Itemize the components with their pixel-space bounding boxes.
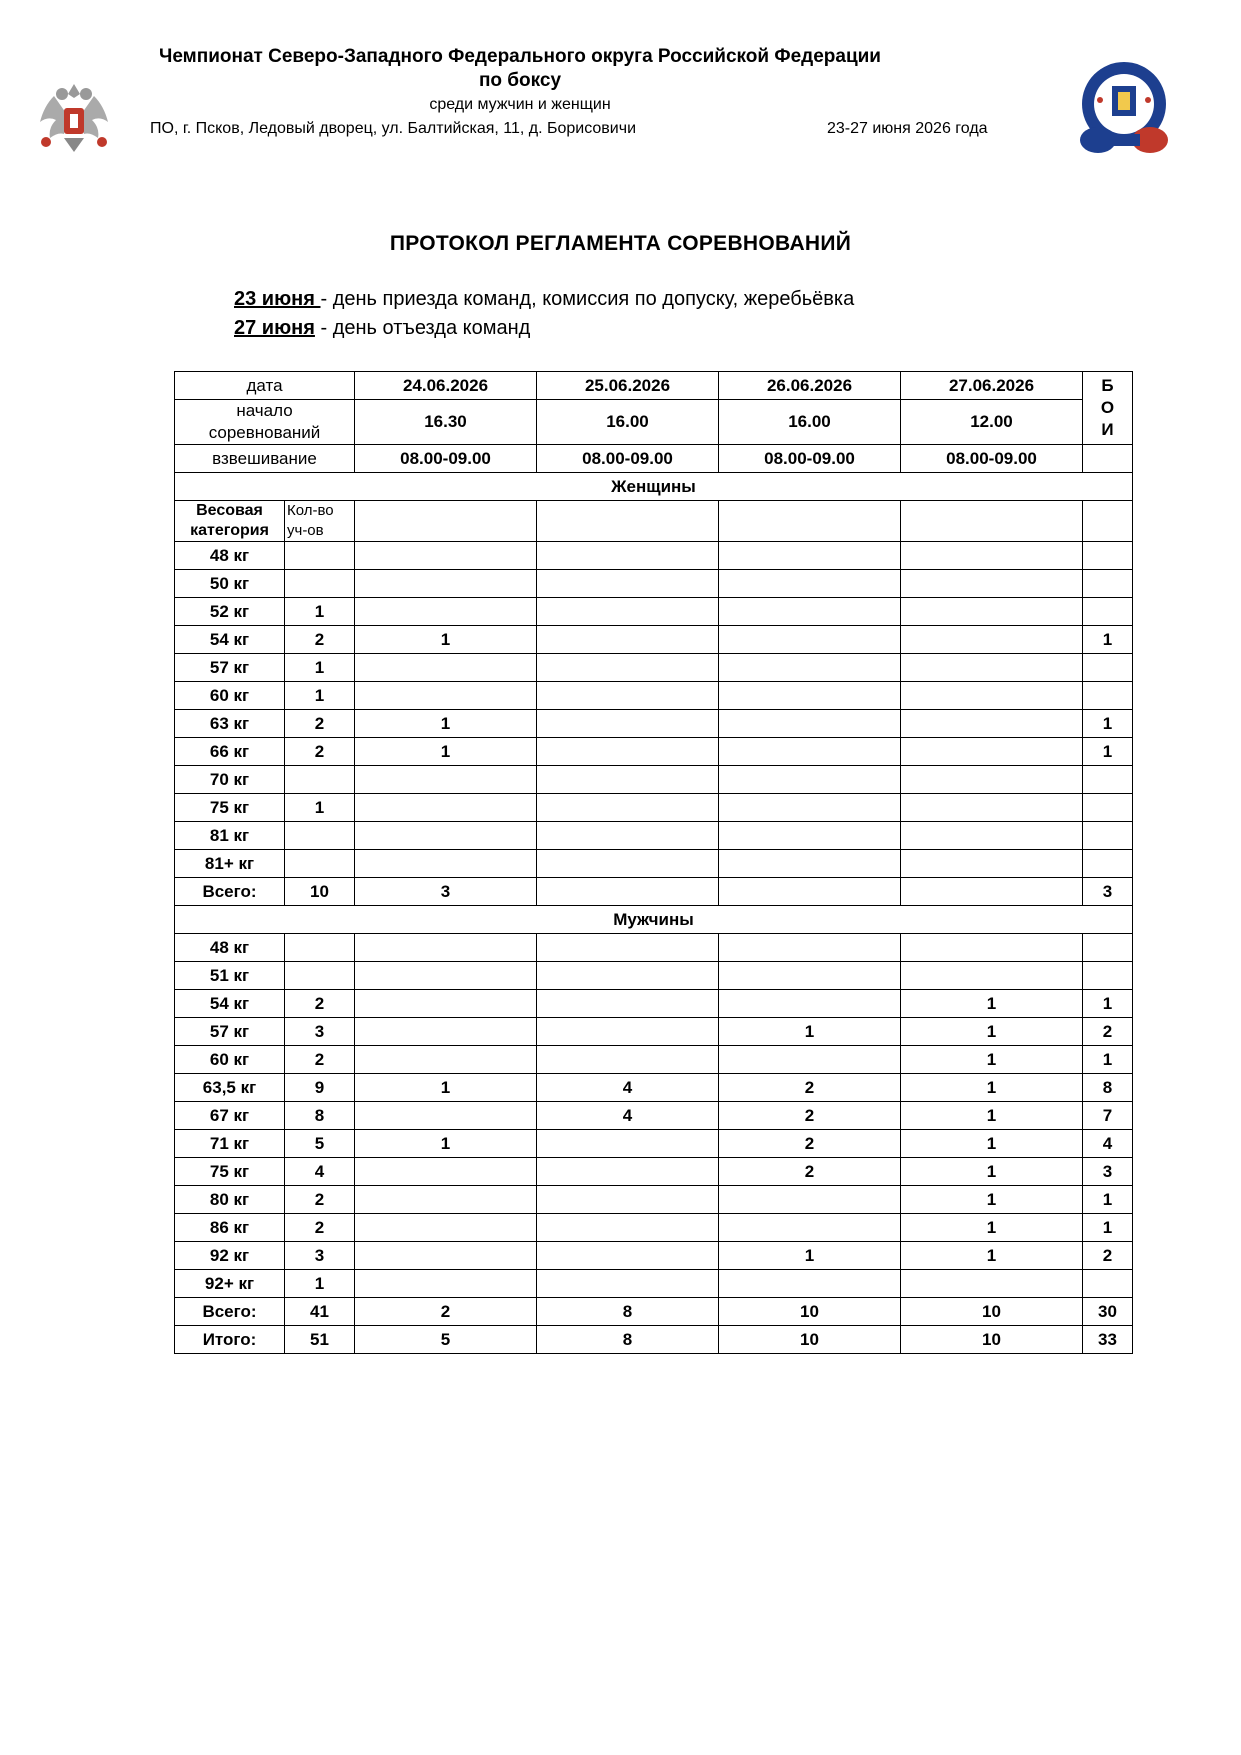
women-weight-row xyxy=(175,682,1133,710)
day-bouts-cell xyxy=(537,542,719,570)
women-weight-row xyxy=(175,850,1133,878)
weight-category-cell: 67 кг xyxy=(175,1102,285,1130)
bouts-total-cell: 30 xyxy=(1083,1298,1133,1326)
day-bouts-cell xyxy=(355,1046,537,1074)
day-bouts-cell xyxy=(355,1214,537,1242)
day-bouts-cell xyxy=(901,850,1083,878)
day-weigh: 08.00-09.00 xyxy=(901,445,1083,473)
total-bouts-cell: 1 xyxy=(1083,1186,1133,1214)
day-bouts-cell: 1 xyxy=(719,1242,901,1270)
weight-category-cell: 57 кг xyxy=(175,654,285,682)
day-bouts-cell xyxy=(355,542,537,570)
grand-total-row xyxy=(175,1326,1133,1354)
participant-count-cell xyxy=(285,850,355,878)
day-bouts-cell xyxy=(901,738,1083,766)
total-bouts-cell: 1 xyxy=(1083,1046,1133,1074)
day-bouts-cell xyxy=(355,1242,537,1270)
men-weight-row xyxy=(175,1214,1133,1242)
day-bouts-cell: 1 xyxy=(901,1074,1083,1102)
day-start: 16.30 xyxy=(355,400,537,445)
header-subtitle: по боксу xyxy=(478,70,562,91)
women-section-row xyxy=(175,473,1133,501)
day-bouts-cell xyxy=(355,1186,537,1214)
date-label: дата xyxy=(175,372,355,400)
men-weight-row xyxy=(175,1130,1133,1158)
day-bouts-cell xyxy=(901,598,1083,626)
weight-category-cell: 54 кг xyxy=(175,626,285,654)
day-date: 24.06.2026 xyxy=(355,372,537,400)
day-bouts-cell xyxy=(355,682,537,710)
total-bouts-cell xyxy=(1083,766,1133,794)
participant-count-cell xyxy=(285,542,355,570)
day-bouts-cell xyxy=(537,962,719,990)
participant-count-cell: 2 xyxy=(285,1046,355,1074)
weight-category-cell: 54 кг xyxy=(175,990,285,1018)
empty-cell xyxy=(719,501,901,542)
women-weight-row xyxy=(175,822,1133,850)
day-bouts-cell: 1 xyxy=(901,1186,1083,1214)
women-weight-row xyxy=(175,570,1133,598)
weight-category-cell: 81 кг xyxy=(175,822,285,850)
day-total-cell: 10 xyxy=(901,1326,1083,1354)
day-total-cell: 5 xyxy=(355,1326,537,1354)
day-bouts-cell xyxy=(537,654,719,682)
day-bouts-cell xyxy=(537,850,719,878)
schedule-table-body xyxy=(175,372,1133,1354)
participant-count-cell: 2 xyxy=(285,710,355,738)
day-bouts-cell: 1 xyxy=(719,1018,901,1046)
day-bouts-cell: 4 xyxy=(537,1074,719,1102)
day-bouts-cell xyxy=(537,1158,719,1186)
day-start: 16.00 xyxy=(719,400,901,445)
header-category: среди мужчин и женщин xyxy=(429,96,611,113)
day-total-cell: 2 xyxy=(355,1298,537,1326)
day-bouts-cell xyxy=(719,710,901,738)
day-date: 27.06.2026 xyxy=(901,372,1083,400)
day-bouts-cell: 1 xyxy=(901,1102,1083,1130)
day-weigh: 08.00-09.00 xyxy=(719,445,901,473)
day-total-cell: 8 xyxy=(537,1298,719,1326)
day-bouts-cell: 1 xyxy=(355,1074,537,1102)
day-bouts-cell xyxy=(901,962,1083,990)
day-total-cell xyxy=(719,878,901,906)
men-weight-row xyxy=(175,1242,1133,1270)
day-bouts-cell: 1 xyxy=(901,1018,1083,1046)
day-bouts-cell xyxy=(719,990,901,1018)
weight-category-cell: 92+ кг xyxy=(175,1270,285,1298)
day-bouts-cell: 1 xyxy=(355,710,537,738)
participant-count-cell xyxy=(285,570,355,598)
day-bouts-cell xyxy=(355,822,537,850)
day-bouts-cell xyxy=(719,1186,901,1214)
men-weight-row xyxy=(175,1046,1133,1074)
day-bouts-cell xyxy=(537,1270,719,1298)
day-bouts-cell xyxy=(719,598,901,626)
day-date: 26.06.2026 xyxy=(719,372,901,400)
empty-cell xyxy=(537,501,719,542)
day-start: 16.00 xyxy=(537,400,719,445)
day-total-cell: 8 xyxy=(537,1326,719,1354)
header-title: Чемпионат Северо-Западного Федерального округа Российской Федерации xyxy=(159,46,881,67)
day-bouts-cell xyxy=(537,934,719,962)
boi-letter: Б xyxy=(1101,376,1114,395)
day-total-cell: 10 xyxy=(719,1298,901,1326)
total-label-cell: Итого: xyxy=(175,1326,285,1354)
day-bouts-cell xyxy=(901,654,1083,682)
day-bouts-cell xyxy=(537,598,719,626)
participant-count-cell: 2 xyxy=(285,990,355,1018)
day-bouts-cell xyxy=(355,654,537,682)
total-bouts-cell xyxy=(1083,682,1133,710)
day-bouts-cell xyxy=(719,738,901,766)
day-bouts-cell xyxy=(719,794,901,822)
empty-cell xyxy=(901,501,1083,542)
day-bouts-cell: 1 xyxy=(901,1130,1083,1158)
day-bouts-cell xyxy=(355,1270,537,1298)
day-bouts-cell: 1 xyxy=(355,738,537,766)
men-weight-row xyxy=(175,1186,1133,1214)
day-total-cell: 3 xyxy=(355,878,537,906)
weight-category-cell: 52 кг xyxy=(175,598,285,626)
women-weight-row xyxy=(175,794,1133,822)
header-line: Весовая xyxy=(196,502,263,519)
day-bouts-cell xyxy=(537,1186,719,1214)
day-bouts-cell: 1 xyxy=(355,1130,537,1158)
day-bouts-cell xyxy=(719,1046,901,1074)
men-weight-row xyxy=(175,1018,1133,1046)
day-bouts-cell xyxy=(537,822,719,850)
header-line: уч-ов xyxy=(287,522,324,539)
day-bouts-cell xyxy=(719,822,901,850)
weight-category-cell: 81+ кг xyxy=(175,850,285,878)
day-bouts-cell: 4 xyxy=(537,1102,719,1130)
day-bouts-cell xyxy=(355,1018,537,1046)
men-section-label: Мужчины xyxy=(175,906,1133,934)
day-bouts-cell xyxy=(901,626,1083,654)
men-weight-row xyxy=(175,1158,1133,1186)
total-bouts-cell: 8 xyxy=(1083,1074,1133,1102)
total-bouts-cell: 1 xyxy=(1083,738,1133,766)
day-bouts-cell xyxy=(719,654,901,682)
day-bouts-cell: 1 xyxy=(901,1046,1083,1074)
weight-category-cell: 86 кг xyxy=(175,1214,285,1242)
bouts-total-cell: 3 xyxy=(1083,878,1133,906)
participant-count-cell: 2 xyxy=(285,738,355,766)
participant-total-cell: 51 xyxy=(285,1326,355,1354)
weight-category-cell: 71 кг xyxy=(175,1130,285,1158)
day-bouts-cell: 2 xyxy=(719,1130,901,1158)
total-bouts-cell: 4 xyxy=(1083,1130,1133,1158)
total-bouts-cell: 7 xyxy=(1083,1102,1133,1130)
day-bouts-cell xyxy=(537,1242,719,1270)
start-label-line: начало xyxy=(236,401,293,420)
women-section-label: Женщины xyxy=(175,473,1133,501)
total-bouts-cell xyxy=(1083,934,1133,962)
schedule-line-arrival xyxy=(234,288,854,311)
weigh-label: взвешивание xyxy=(175,445,355,473)
total-bouts-cell xyxy=(1083,570,1133,598)
total-bouts-cell: 3 xyxy=(1083,1158,1133,1186)
day-bouts-cell: 2 xyxy=(719,1102,901,1130)
schedule-text: - день приезда команд, комиссия по допуску, жеребьёвка xyxy=(320,288,855,310)
day-bouts-cell xyxy=(537,794,719,822)
day-bouts-cell xyxy=(719,1214,901,1242)
day-bouts-cell xyxy=(355,934,537,962)
day-bouts-cell xyxy=(537,1018,719,1046)
participant-count-cell: 2 xyxy=(285,626,355,654)
participant-count-cell: 3 xyxy=(285,1242,355,1270)
day-bouts-cell xyxy=(537,738,719,766)
schedule-date: 23 июня xyxy=(234,288,321,310)
men-weight-row xyxy=(175,962,1133,990)
total-bouts-cell xyxy=(1083,794,1133,822)
total-label-cell: Всего: xyxy=(175,878,285,906)
date-row xyxy=(175,372,1133,400)
day-bouts-cell xyxy=(901,794,1083,822)
weight-category-cell: 63 кг xyxy=(175,710,285,738)
participant-count-cell: 1 xyxy=(285,682,355,710)
day-bouts-cell xyxy=(355,570,537,598)
start-label xyxy=(175,400,355,445)
participant-count-cell: 2 xyxy=(285,1186,355,1214)
participant-count-cell: 3 xyxy=(285,1018,355,1046)
participant-count-cell: 1 xyxy=(285,598,355,626)
weight-category-cell: 60 кг xyxy=(175,682,285,710)
participant-count-cell xyxy=(285,934,355,962)
day-date: 25.06.2026 xyxy=(537,372,719,400)
boi-letter: О xyxy=(1100,398,1115,417)
participant-count-cell: 2 xyxy=(285,1214,355,1242)
day-bouts-cell xyxy=(719,542,901,570)
day-bouts-cell: 1 xyxy=(901,1214,1083,1242)
day-bouts-cell xyxy=(537,682,719,710)
total-bouts-cell: 2 xyxy=(1083,1018,1133,1046)
day-start: 12.00 xyxy=(901,400,1083,445)
weigh-row xyxy=(175,445,1133,473)
day-bouts-cell xyxy=(719,850,901,878)
day-total-cell xyxy=(537,878,719,906)
day-bouts-cell xyxy=(355,1102,537,1130)
weight-header-row xyxy=(175,501,1133,542)
total-bouts-cell: 1 xyxy=(1083,1214,1133,1242)
day-bouts-cell xyxy=(719,962,901,990)
total-bouts-cell xyxy=(1083,542,1133,570)
weight-category-cell: 75 кг xyxy=(175,1158,285,1186)
total-bouts-cell xyxy=(1083,598,1133,626)
total-bouts-cell xyxy=(1083,654,1133,682)
day-bouts-cell xyxy=(355,766,537,794)
day-bouts-cell xyxy=(355,990,537,1018)
women-weight-row xyxy=(175,542,1133,570)
total-bouts-cell xyxy=(1083,850,1133,878)
weight-category-cell: 50 кг xyxy=(175,570,285,598)
day-bouts-cell: 1 xyxy=(901,1158,1083,1186)
day-bouts-cell xyxy=(537,1046,719,1074)
day-bouts-cell xyxy=(537,1130,719,1158)
empty-cell xyxy=(355,501,537,542)
participant-count-cell xyxy=(285,766,355,794)
day-bouts-cell xyxy=(719,626,901,654)
total-bouts-cell xyxy=(1083,822,1133,850)
total-bouts-cell xyxy=(1083,962,1133,990)
participant-count-cell: 1 xyxy=(285,654,355,682)
weight-category-cell: 66 кг xyxy=(175,738,285,766)
participant-total-cell: 41 xyxy=(285,1298,355,1326)
boi-cell xyxy=(1083,445,1133,473)
total-label-cell: Всего: xyxy=(175,1298,285,1326)
schedule-date: 27 июня xyxy=(234,317,315,339)
day-bouts-cell xyxy=(537,1214,719,1242)
day-weigh: 08.00-09.00 xyxy=(537,445,719,473)
participant-count-cell: 5 xyxy=(285,1130,355,1158)
schedule-text: - день отъезда команд xyxy=(314,317,531,339)
men-total-row xyxy=(175,1298,1133,1326)
day-bouts-cell xyxy=(355,1158,537,1186)
day-bouts-cell xyxy=(901,766,1083,794)
boi-header xyxy=(1083,372,1133,445)
bouts-total-cell: 33 xyxy=(1083,1326,1133,1354)
day-bouts-cell: 1 xyxy=(355,626,537,654)
total-bouts-cell: 1 xyxy=(1083,710,1133,738)
schedule-table xyxy=(174,371,1133,1354)
day-bouts-cell xyxy=(719,1270,901,1298)
total-bouts-cell: 1 xyxy=(1083,626,1133,654)
women-weight-row xyxy=(175,738,1133,766)
men-weight-row xyxy=(175,1270,1133,1298)
day-bouts-cell: 2 xyxy=(719,1074,901,1102)
day-bouts-cell: 1 xyxy=(901,1242,1083,1270)
women-weight-row xyxy=(175,766,1133,794)
day-total-cell: 10 xyxy=(901,1298,1083,1326)
header-line: категория xyxy=(190,522,269,539)
day-bouts-cell xyxy=(901,570,1083,598)
men-weight-row xyxy=(175,1074,1133,1102)
day-bouts-cell: 2 xyxy=(719,1158,901,1186)
women-weight-row xyxy=(175,710,1133,738)
day-bouts-cell xyxy=(719,570,901,598)
men-weight-row xyxy=(175,1102,1133,1130)
men-weight-row xyxy=(175,934,1133,962)
day-bouts-cell xyxy=(355,598,537,626)
participant-total-cell: 10 xyxy=(285,878,355,906)
day-bouts-cell: 1 xyxy=(901,990,1083,1018)
weight-category-cell: 63,5 кг xyxy=(175,1074,285,1102)
men-section-row xyxy=(175,906,1133,934)
schedule-line-departure xyxy=(234,317,530,340)
day-total-cell xyxy=(901,878,1083,906)
boi-letter: И xyxy=(1101,420,1114,439)
start-label-line: соревнований xyxy=(208,423,321,442)
day-bouts-cell xyxy=(901,822,1083,850)
day-bouts-cell xyxy=(355,962,537,990)
empty-cell xyxy=(1083,501,1133,542)
day-bouts-cell xyxy=(537,710,719,738)
day-bouts-cell xyxy=(901,682,1083,710)
total-bouts-cell: 2 xyxy=(1083,1242,1133,1270)
men-weight-row xyxy=(175,990,1133,1018)
day-bouts-cell xyxy=(537,990,719,1018)
day-bouts-cell xyxy=(355,794,537,822)
day-bouts-cell xyxy=(719,934,901,962)
day-bouts-cell xyxy=(719,766,901,794)
count-header xyxy=(285,501,355,542)
weight-category-cell: 70 кг xyxy=(175,766,285,794)
weight-category-cell: 57 кг xyxy=(175,1018,285,1046)
women-weight-row xyxy=(175,598,1133,626)
participant-count-cell xyxy=(285,962,355,990)
weight-category-cell: 75 кг xyxy=(175,794,285,822)
day-bouts-cell xyxy=(719,682,901,710)
participant-count-cell: 9 xyxy=(285,1074,355,1102)
participant-count-cell: 1 xyxy=(285,1270,355,1298)
header-venue: ПО, г. Псков, Ледовый дворец, ул. Балтийская, 11, д. Борисовичи xyxy=(150,120,637,137)
weight-category-cell: 80 кг xyxy=(175,1186,285,1214)
day-weigh: 08.00-09.00 xyxy=(355,445,537,473)
weight-category-header xyxy=(175,501,285,542)
women-weight-row xyxy=(175,626,1133,654)
start-row xyxy=(175,400,1133,445)
day-bouts-cell xyxy=(901,934,1083,962)
header-dates: 23-27 июня 2026 года xyxy=(827,120,988,137)
header-line: Кол-во xyxy=(287,502,334,519)
weight-category-cell: 48 кг xyxy=(175,934,285,962)
total-bouts-cell: 1 xyxy=(1083,990,1133,1018)
day-bouts-cell xyxy=(537,626,719,654)
participant-count-cell xyxy=(285,822,355,850)
weight-category-cell: 51 кг xyxy=(175,962,285,990)
participant-count-cell: 1 xyxy=(285,794,355,822)
day-bouts-cell xyxy=(901,1270,1083,1298)
total-bouts-cell xyxy=(1083,1270,1133,1298)
participant-count-cell: 4 xyxy=(285,1158,355,1186)
federation-eagle-logo xyxy=(34,76,114,158)
day-total-cell: 10 xyxy=(719,1326,901,1354)
day-bouts-cell xyxy=(901,542,1083,570)
pskov-boxing-federation-logo xyxy=(1076,58,1172,160)
day-bouts-cell xyxy=(537,766,719,794)
weight-category-cell: 48 кг xyxy=(175,542,285,570)
weight-category-cell: 92 кг xyxy=(175,1242,285,1270)
women-weight-row xyxy=(175,654,1133,682)
participant-count-cell: 8 xyxy=(285,1102,355,1130)
day-bouts-cell xyxy=(537,570,719,598)
day-bouts-cell xyxy=(355,850,537,878)
day-bouts-cell xyxy=(901,710,1083,738)
weight-category-cell: 60 кг xyxy=(175,1046,285,1074)
page-title: ПРОТОКОЛ РЕГЛАМЕНТА СОРЕВНОВАНИЙ xyxy=(389,232,852,255)
women-total-row xyxy=(175,878,1133,906)
